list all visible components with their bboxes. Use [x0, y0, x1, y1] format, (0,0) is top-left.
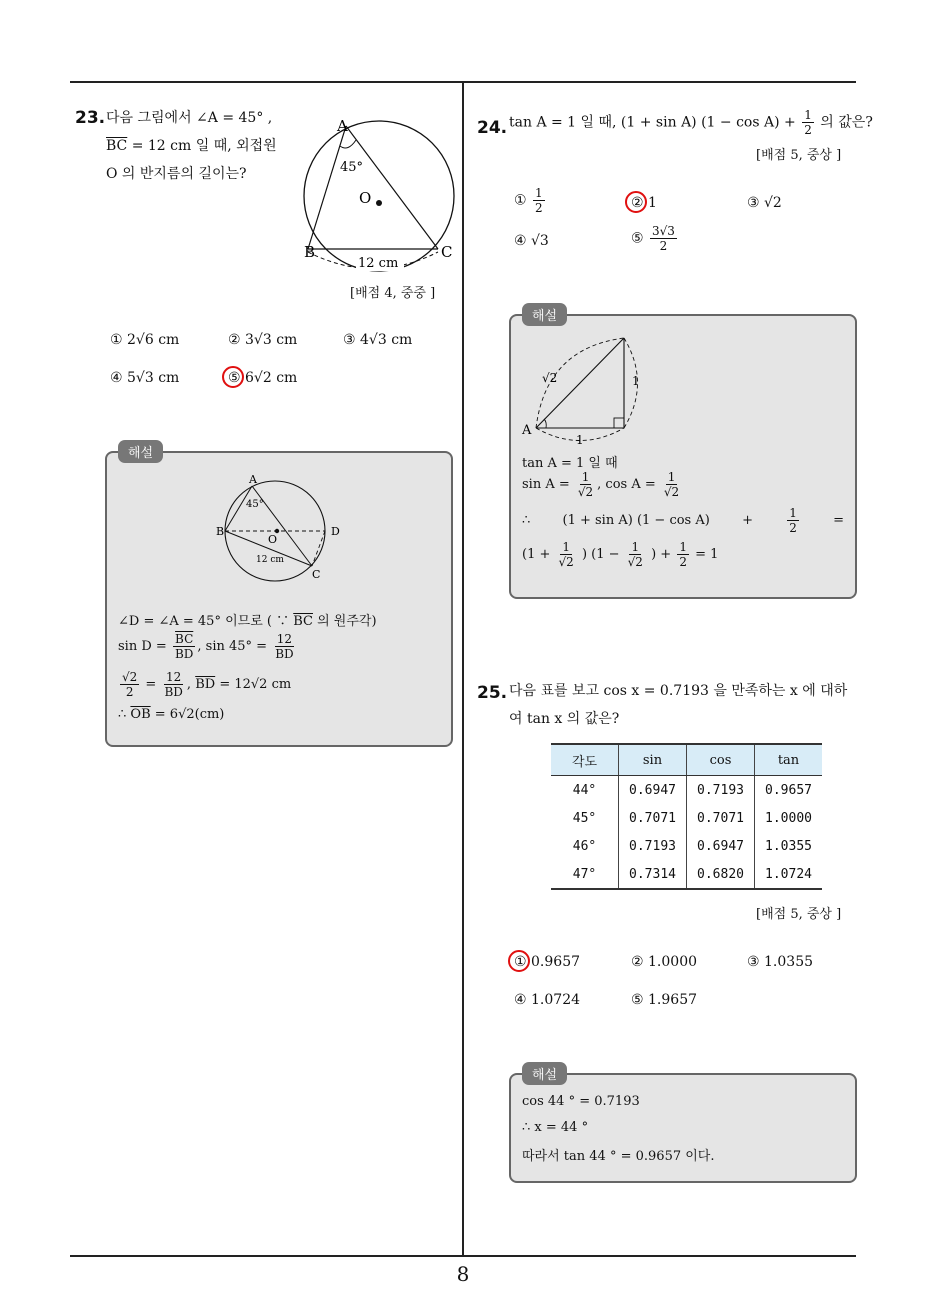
answer-mark [508, 950, 530, 972]
vertex-a-label: A [522, 423, 532, 438]
sol-vertex-c: C [312, 568, 321, 581]
solution-line-1: tan A = 1 일 때 [522, 456, 618, 471]
question-text: 다음 표를 보고 cos x = 0.7193 을 만족하는 x 에 대하 여 tan x 의 값은? [509, 683, 848, 727]
option-5[interactable]: ⑤ 6√2 cm [228, 370, 298, 386]
vertex-c-label: C [441, 243, 453, 261]
page-number: 8 [456, 1262, 470, 1286]
hypotenuse-label: √2 [542, 371, 558, 385]
option-5[interactable]: ⑤ $\frac{3√3}{2}$ [631, 224, 675, 253]
answer-mark [625, 191, 647, 213]
circle-triangle-figure [296, 110, 466, 280]
option-3[interactable]: ③ 1.0355 [747, 954, 814, 970]
option-4[interactable]: ④ 1.0724 [514, 992, 581, 1008]
table-row [551, 832, 822, 860]
question-number: 25. [477, 683, 508, 703]
table-header-row [551, 744, 822, 776]
question-text: tan A = 1 일 때, (1 + sin A) (1 − cos A) + $\frac{1}{2}$ 의 값은? [509, 108, 873, 137]
table-row [551, 804, 822, 832]
column-header: sin [619, 744, 687, 776]
table-cell: 0.6947 [619, 776, 687, 805]
bottom-rule [70, 1255, 856, 1257]
sol-angle-label: 45° [246, 499, 264, 510]
table-cell: 44° [572, 782, 597, 798]
table-cell: 0.7193 [687, 776, 755, 805]
table-cell: 0.7071 [687, 804, 755, 832]
table-cell: 1.0000 [755, 804, 823, 832]
solution-line-4: (1 + $\frac{1}{√2}$ ) (1 − $\frac{1}{√2}$ ) + $\frac{1}{2}$ = 1 [522, 540, 719, 569]
table-cell: 0.7193 [619, 832, 687, 860]
table-cell: 0.7314 [619, 860, 687, 889]
option-2[interactable]: ② 1 [631, 195, 657, 211]
sol-vertex-a: A [249, 473, 257, 486]
solution-line-1: cos 44 ° = 0.7193 [522, 1094, 640, 1109]
vertical-leg-label: 1 [632, 374, 640, 388]
solution-line-2: sin A = $\frac{1}{√2}$ , cos A = $\frac{1}{√2}$ [522, 470, 680, 499]
option-3[interactable]: ③ √2 [747, 195, 782, 211]
solution-line-4: ∴ $\overline{OB} = 6√2(cm)$ [118, 707, 225, 722]
table-cell: 0.6947 [687, 832, 755, 860]
answer-mark [222, 366, 244, 388]
solution-line-2: ∴ x = 44 ° [522, 1120, 589, 1135]
score-label: [배점 5, 중상 ] [756, 148, 842, 163]
vertex-b-label: B [304, 243, 316, 261]
sol-vertex-d: D [331, 525, 340, 538]
solution-line-3: 따라서 tan 44 ° = 0.9657 이다. [522, 1149, 715, 1164]
angle-label: 45° [340, 160, 364, 175]
center-o-label: O [359, 189, 372, 207]
question-number: 24. [477, 118, 508, 138]
option-1[interactable]: ① 0.9657 [514, 954, 581, 970]
trig-table [551, 743, 822, 890]
table-row [551, 776, 822, 805]
option-3[interactable]: ③ 4√3 cm [343, 332, 413, 348]
table-cell: 0.7071 [619, 804, 687, 832]
option-4[interactable]: ④ √3 [514, 233, 549, 249]
option-5[interactable]: ⑤ 1.9657 [631, 992, 698, 1008]
column-header: tan [755, 744, 823, 776]
option-1[interactable]: ① 2√6 cm [110, 332, 180, 348]
sol-vertex-b: B [216, 525, 225, 538]
vertex-a-label: A [337, 117, 348, 135]
solution-line-1: ∠D = ∠A = 45° 이므로 ( ∵ $\overline{BC}$ 의 원주각) [118, 614, 377, 629]
solution-line-3: ∴ (1 + sin A) (1 − cos A) + $\frac{1}{2}$ = [522, 506, 844, 535]
table-cell: 46° [572, 838, 597, 854]
sol-side-label: 12 cm [256, 555, 284, 565]
score-label: [배점 5, 중상 ] [756, 907, 842, 922]
question-text: 다음 그림에서 ∠A = 45° , $\overline{BC} = 12$ cm 일 때, 외접원 O 의 반지름의 길이는? [106, 110, 277, 182]
option-2[interactable]: ② 3√3 cm [228, 332, 298, 348]
table-row [551, 860, 822, 889]
solution-tag: 해설 [522, 1062, 567, 1085]
horizontal-leg-label: 1 [576, 433, 584, 447]
table-cell: 1.0724 [755, 860, 823, 889]
option-4[interactable]: ④ 5√3 cm [110, 370, 180, 386]
option-1[interactable]: ① $\frac{1}{2}$ [514, 186, 543, 215]
solution-tag: 해설 [118, 440, 163, 463]
column-header: cos [687, 744, 755, 776]
right-triangle-figure [516, 328, 656, 448]
side-label: 12 cm [358, 256, 399, 271]
table-cell: 47° [551, 860, 619, 889]
sol-center-o: O [268, 533, 278, 546]
solution-line-2: sin D = $\frac{\overline{BC}}{BD}$ , sin 45° = $\frac{12}{BD}$ [118, 632, 294, 661]
table-cell: 45° [572, 810, 597, 826]
solution-tag: 해설 [522, 303, 567, 326]
table-cell: 0.6820 [687, 860, 755, 889]
question-number: 23. [75, 108, 106, 128]
solution-line-3: $\frac{√2}{2}$ = $\frac{12}{BD}$ , $\overline{BD} = 12√2$ cm [122, 670, 292, 699]
column-header: 각도 [551, 744, 619, 776]
table-cell: 0.9657 [755, 776, 823, 805]
option-2[interactable]: ② 1.0000 [631, 954, 698, 970]
score-label: [배점 4, 중중 ] [350, 286, 436, 301]
solution-figure [212, 472, 352, 590]
table-cell: 1.0355 [755, 832, 823, 860]
